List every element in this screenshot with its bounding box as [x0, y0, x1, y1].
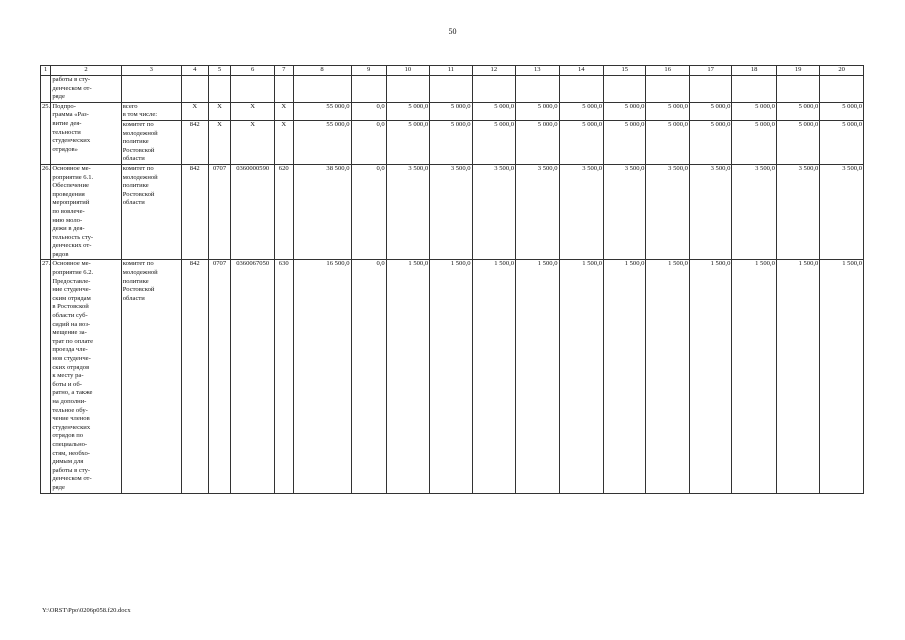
year-cell: 5 000,0 — [646, 102, 689, 120]
year-cell: 5 000,0 — [689, 120, 731, 164]
year-cell — [776, 76, 819, 103]
header-cell: 6 — [231, 66, 274, 76]
year-cell: 1 500,0 — [732, 260, 777, 493]
year-cell: 5 000,0 — [559, 102, 604, 120]
rzpr-cell: 0707 — [208, 260, 231, 493]
year-cell — [430, 76, 472, 103]
header-cell: 15 — [604, 66, 646, 76]
year-cell: 1 500,0 — [516, 260, 559, 493]
row-number-cell — [41, 76, 51, 103]
csr-cell — [231, 76, 274, 103]
year-cell: 1 500,0 — [386, 260, 429, 493]
year-cell: 5 000,0 — [386, 102, 429, 120]
year-cell: 3 500,0 — [689, 164, 731, 260]
table-row-26 — [41, 164, 864, 260]
year-cell: 3 500,0 — [776, 164, 819, 260]
vr-cell: X — [274, 120, 293, 164]
total-cell: 55 000,0 — [293, 102, 351, 120]
header-cell: 12 — [472, 66, 515, 76]
row-number-cell: 26. — [41, 164, 51, 260]
header-cell: 13 — [516, 66, 559, 76]
year-cell: 5 000,0 — [689, 102, 731, 120]
measure-name-cell: Основное ме- роприятие 6.1. Обеспечение проведения мероприятий по вовлече- нию моло- дежи в дея- тельность сту- денческих от- рядов — [51, 164, 121, 260]
year-cell: 3 500,0 — [646, 164, 689, 260]
total-cell: 16 500,0 — [293, 260, 351, 493]
grbs-cell: 842 — [181, 260, 208, 493]
table-row-25-committee — [41, 120, 864, 164]
csr-cell: X — [231, 120, 274, 164]
year-cell: 1 500,0 — [646, 260, 689, 493]
header-cell: 10 — [386, 66, 429, 76]
year-cell: 5 000,0 — [386, 120, 429, 164]
header-cell: 18 — [732, 66, 777, 76]
header-cell: 7 — [274, 66, 293, 76]
footer-file-path: Y:\ORST\Ppo\0206p058.f20.docx — [42, 607, 131, 614]
year-cell: 0,0 — [351, 102, 386, 120]
header-cell: 2 — [51, 66, 121, 76]
header-cell: 1 — [41, 66, 51, 76]
rzpr-cell: X — [208, 102, 231, 120]
year-cell — [351, 76, 386, 103]
year-cell: 1 500,0 — [820, 260, 864, 493]
executor-cell — [121, 76, 181, 103]
header-row — [41, 66, 864, 76]
year-cell: 3 500,0 — [472, 164, 515, 260]
year-cell — [646, 76, 689, 103]
year-cell: 5 000,0 — [820, 120, 864, 164]
year-cell — [386, 76, 429, 103]
header-cell: 11 — [430, 66, 472, 76]
executor-cell: комитет по молодежной политике Ростовской области — [121, 164, 181, 260]
year-cell: 3 500,0 — [732, 164, 777, 260]
year-cell: 5 000,0 — [430, 120, 472, 164]
year-cell: 0,0 — [351, 164, 386, 260]
year-cell: 1 500,0 — [472, 260, 515, 493]
total-cell: 55 000,0 — [293, 120, 351, 164]
header-cell: 14 — [559, 66, 604, 76]
row-number-cell: 25. — [41, 102, 51, 164]
year-cell: 5 000,0 — [516, 120, 559, 164]
measure-name-cell: работы в сту- денческом от- ряде — [51, 76, 121, 103]
year-cell: 3 500,0 — [516, 164, 559, 260]
row-number-cell: 27. — [41, 260, 51, 493]
table-row-continuation — [41, 76, 864, 103]
year-cell: 1 500,0 — [430, 260, 472, 493]
executor-cell: комитет по молодежной политике Ростовской области — [121, 120, 181, 164]
total-cell: 38 500,0 — [293, 164, 351, 260]
year-cell: 5 000,0 — [732, 120, 777, 164]
table-row-27 — [41, 260, 864, 493]
grbs-cell: 842 — [181, 164, 208, 260]
measure-name-cell: Основное ме- роприятие 6.2. Предоставле- ние студенче- ским отрядам в Ростовской области суб- сидий на воз- мещение за- трат по оплате проезда чле- нов студенче- ских отрядов к месту ра- боты и об- ратно, а также на дополни- тельное обу- чение членов студенческих отрядов по специально- стям, необхо- димым для работы в сту- денческом от- ряде — [51, 260, 121, 493]
vr-cell: 630 — [274, 260, 293, 493]
year-cell: 3 500,0 — [820, 164, 864, 260]
year-cell: 5 000,0 — [776, 120, 819, 164]
year-cell: 1 500,0 — [559, 260, 604, 493]
rzpr-cell: X — [208, 120, 231, 164]
year-cell — [732, 76, 777, 103]
header-cell: 5 — [208, 66, 231, 76]
rzpr-cell: 0707 — [208, 164, 231, 260]
total-cell — [293, 76, 351, 103]
year-cell: 5 000,0 — [820, 102, 864, 120]
header-cell: 8 — [293, 66, 351, 76]
header-cell: 9 — [351, 66, 386, 76]
header-cell: 19 — [776, 66, 819, 76]
budget-table — [40, 65, 864, 494]
year-cell — [689, 76, 731, 103]
measure-name-cell: Подпро- грамма «Раз- витие дея- тельности студенческих отрядов» — [51, 102, 121, 164]
year-cell: 1 500,0 — [689, 260, 731, 493]
year-cell: 5 000,0 — [430, 102, 472, 120]
year-cell: 3 500,0 — [559, 164, 604, 260]
year-cell — [604, 76, 646, 103]
year-cell: 5 000,0 — [646, 120, 689, 164]
year-cell: 1 500,0 — [604, 260, 646, 493]
executor-cell: всего в том числе: — [121, 102, 181, 120]
header-cell: 16 — [646, 66, 689, 76]
year-cell: 3 500,0 — [430, 164, 472, 260]
table-row-25-total — [41, 102, 864, 120]
csr-cell: X — [231, 102, 274, 120]
rzpr-cell — [208, 76, 231, 103]
year-cell: 5 000,0 — [776, 102, 819, 120]
vr-cell — [274, 76, 293, 103]
page-number: 50 — [448, 27, 457, 36]
year-cell: 3 500,0 — [604, 164, 646, 260]
year-cell: 5 000,0 — [732, 102, 777, 120]
year-cell — [472, 76, 515, 103]
header-cell: 17 — [689, 66, 731, 76]
year-cell — [516, 76, 559, 103]
year-cell: 5 000,0 — [516, 102, 559, 120]
year-cell: 0,0 — [351, 120, 386, 164]
year-cell: 5 000,0 — [472, 120, 515, 164]
year-cell: 5 000,0 — [472, 102, 515, 120]
year-cell: 1 500,0 — [776, 260, 819, 493]
year-cell — [820, 76, 864, 103]
year-cell: 5 000,0 — [604, 120, 646, 164]
header-cell: 3 — [121, 66, 181, 76]
grbs-cell — [181, 76, 208, 103]
grbs-cell: X — [181, 102, 208, 120]
year-cell: 5 000,0 — [559, 120, 604, 164]
year-cell: 5 000,0 — [604, 102, 646, 120]
header-cell: 4 — [181, 66, 208, 76]
csr-cell: 0360000590 — [231, 164, 274, 260]
year-cell: 3 500,0 — [386, 164, 429, 260]
vr-cell: X — [274, 102, 293, 120]
header-cell: 20 — [820, 66, 864, 76]
year-cell — [559, 76, 604, 103]
csr-cell: 0360067050 — [231, 260, 274, 493]
vr-cell: 620 — [274, 164, 293, 260]
executor-cell: комитет по молодежной политике Ростовской области — [121, 260, 181, 493]
grbs-cell: 842 — [181, 120, 208, 164]
year-cell: 0,0 — [351, 260, 386, 493]
